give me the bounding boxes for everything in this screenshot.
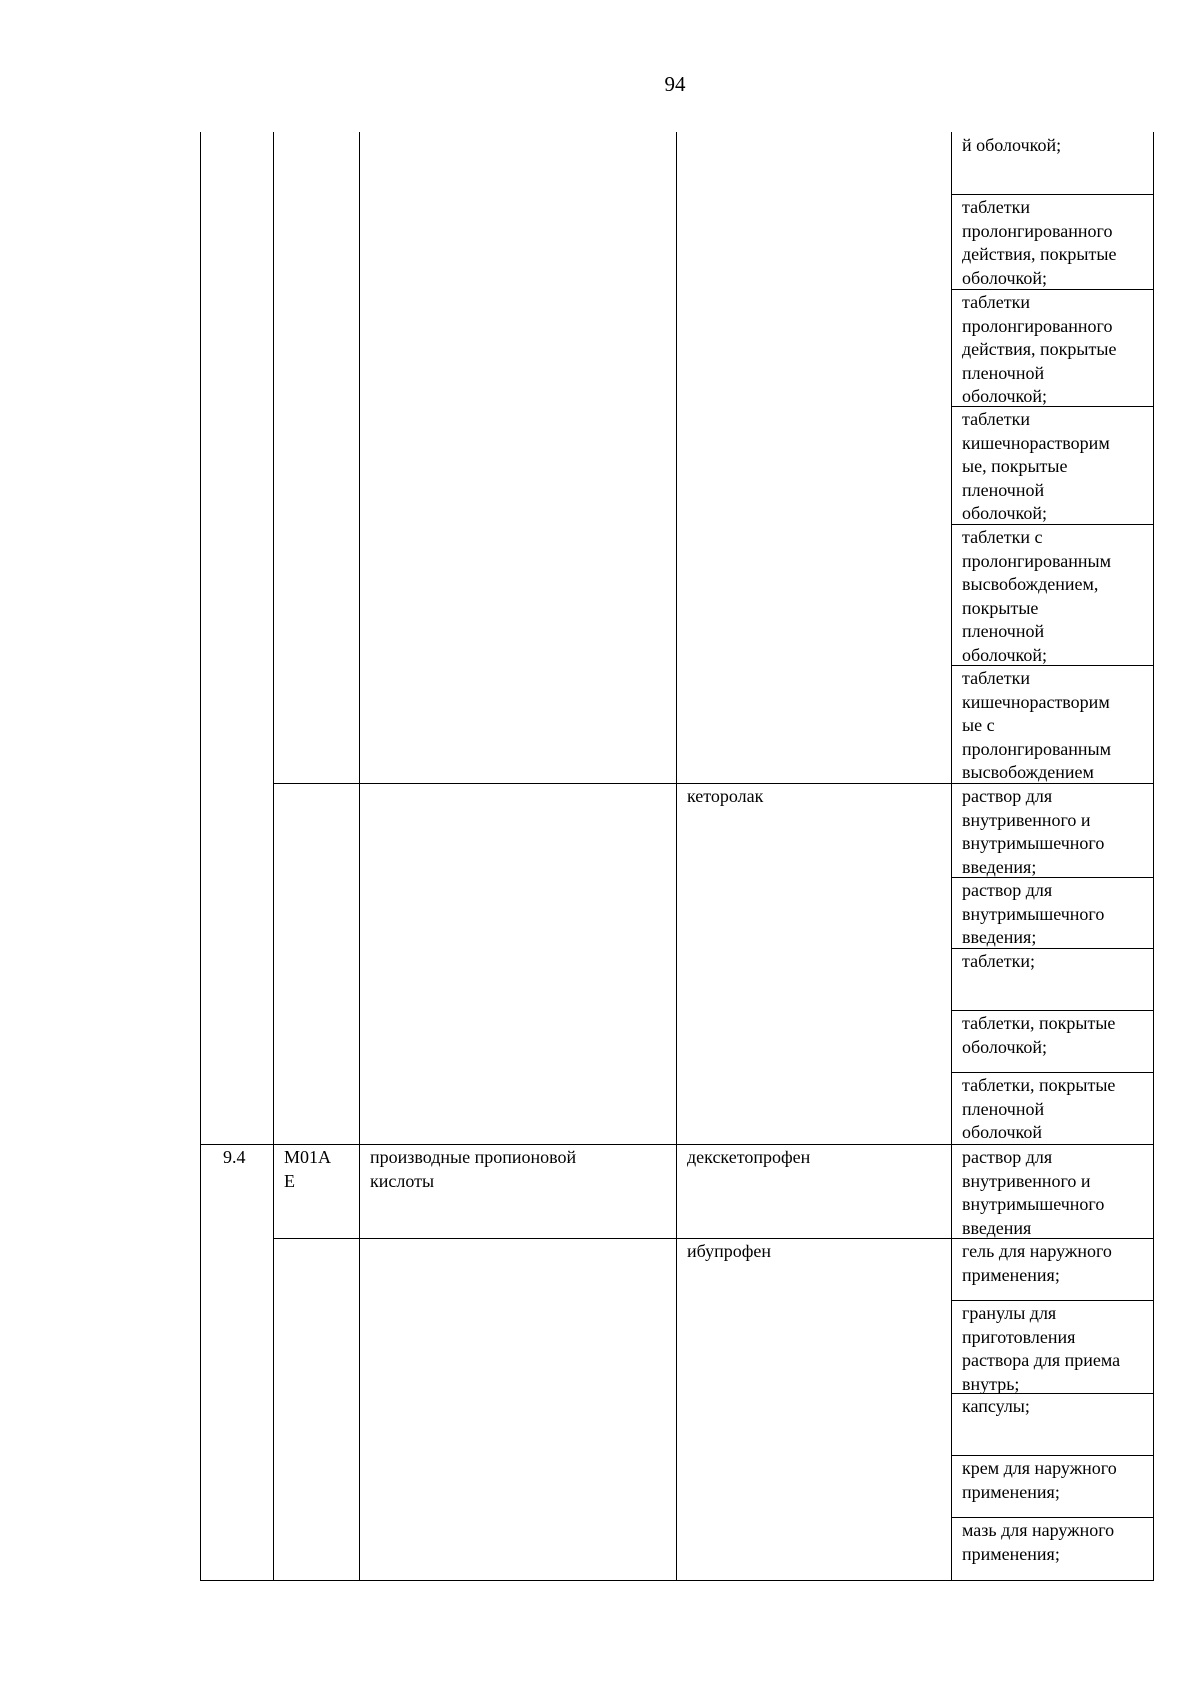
column-divider [676, 132, 677, 1581]
dosage-form-cell: таблетки; [962, 951, 1036, 971]
dosage-form-cell: таблетки кишечнорастворим ые, покрытые пленочной оболочкой; [962, 409, 1110, 523]
drug-name-cell: кеторолак [687, 786, 764, 806]
row-divider [951, 1455, 1154, 1456]
row-number-cell: 9.4 [223, 1147, 246, 1167]
atc-code-cell: M01A E [284, 1147, 332, 1191]
table-border-left [200, 132, 201, 1581]
table-border-right [1153, 132, 1154, 1581]
row-divider [951, 1072, 1154, 1073]
dosage-form-cell: крем для наружного применения; [962, 1458, 1117, 1502]
row-divider [951, 194, 1154, 195]
dosage-form-cell: таблетки пролонгированного действия, покрытые пленочной оболочкой; [962, 292, 1117, 406]
dosage-form-cell: й оболочкой; [962, 135, 1062, 155]
dosage-form-cell: раствор для внутривенного и внутримышечного введения; [962, 786, 1105, 877]
column-divider [359, 132, 360, 1581]
drug-name-cell: ибупрофен [687, 1241, 772, 1261]
row-divider [951, 1300, 1154, 1301]
dosage-form-cell: таблетки, покрытые пленочной оболочкой [962, 1075, 1116, 1142]
dosage-form-cell: мазь для наружного применения; [962, 1520, 1115, 1564]
row-divider [951, 1517, 1154, 1518]
column-divider [273, 132, 274, 1581]
table-border-bottom [200, 1580, 1154, 1581]
dosage-form-cell: таблетки, покрытые оболочкой; [962, 1013, 1116, 1057]
dosage-form-cell: таблетки с пролонгированным высвобождением, покрытые пленочной оболочкой; [962, 527, 1112, 665]
drug-name-cell: декскетопрофен [687, 1147, 811, 1167]
group-name-cell: производные пропионовой кислоты [370, 1147, 577, 1191]
page-number: 94 [664, 72, 686, 96]
column-divider [951, 132, 952, 1581]
row-divider [951, 1010, 1154, 1011]
dosage-form-cell: гранулы для приготовления раствора для приема внутрь; [962, 1303, 1121, 1394]
dosage-form-cell: раствор для внутримышечного введения; [962, 880, 1105, 947]
dosage-form-cell: таблетки пролонгированного действия, покрытые оболочкой; [962, 197, 1117, 288]
dosage-form-cell: капсулы; [962, 1396, 1030, 1416]
dosage-form-cell: таблетки кишечнорастворим ые с пролонгированным высвобождением [962, 668, 1112, 782]
dosage-form-cell: гель для наружного применения; [962, 1241, 1112, 1285]
dosage-form-cell: раствор для внутривенного и внутримышечного введения [962, 1147, 1105, 1238]
